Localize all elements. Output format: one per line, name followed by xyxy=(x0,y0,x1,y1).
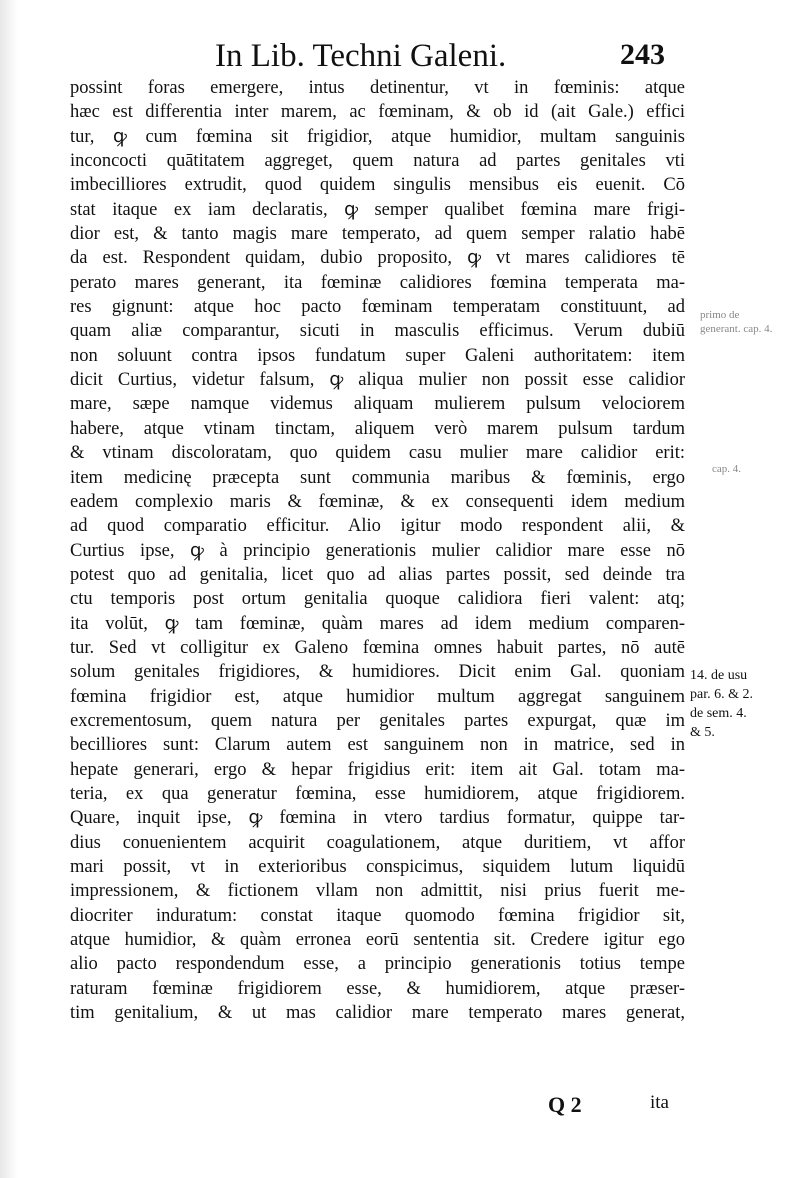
text-line: hepate generari, ergo & hepar frigidius erit: item ait Gal. totam ma- xyxy=(70,759,685,780)
catchword: ita xyxy=(650,1092,669,1113)
page-header xyxy=(0,30,800,80)
margin-note-line: par. 6. & 2. xyxy=(690,687,753,702)
text-line: dior est, & tanto magis mare temperato, ad quem semper ralatio habē xyxy=(70,224,685,245)
margin-note-text: primo de generant. cap. 4. xyxy=(700,309,773,335)
text-line: eadem complexio maris & fœminæ, & ex consequenti idem medium xyxy=(70,491,685,512)
text-line: possint foras emergere, intus detinentur, vt in fœminis: atque xyxy=(70,78,685,98)
text-line: da est. Respondent quidam, dubio proposito, ꝙ vt mares calidiores tē xyxy=(70,248,685,269)
text-line: excrementosum, quem natura per genitales partes expurgat, quæ im xyxy=(70,710,685,731)
text-line: imbecilliores extrudit, quod quidem singulis mensibus eis euenit. Cō xyxy=(70,175,685,196)
margin-note-cap xyxy=(712,462,782,476)
signature-mark: Q 2 xyxy=(548,1092,582,1117)
text-line: impressionem, & fictionem vllam non admittit, nisi prius fuerit me- xyxy=(70,881,685,902)
text-line: fœmina frigidior est, atque humidior multum aggregat sanguinem xyxy=(70,686,685,707)
text-line: solum genitales frigidiores, & humidiores. Dicit enim Gal. quoniam xyxy=(70,662,685,683)
text-line: tur. Sed vt colligitur ex Galeno fœmina omnes habuit partes, nō autē xyxy=(70,637,685,658)
text-line: mare, sæpe namque videmus aliquam mulierem pulsum velociorem xyxy=(70,394,685,415)
margin-note-de-usu-partium xyxy=(690,666,795,742)
text-line: stat itaque ex iam declaratis, ꝙ semper qualibet fœmina mare frigi- xyxy=(70,199,685,220)
text-line: potest quo ad genitalia, licet quo ad alias partes possit, sed deinde tra xyxy=(70,564,685,585)
text-line: & vtinam discoloratam, quo quidem casu mulier mare calidior erit: xyxy=(70,443,685,464)
margin-note-text: cap. 4. xyxy=(712,463,742,475)
text-line: tim genitalium, & ut mas calidior mare temperato mares generat, xyxy=(70,1003,685,1024)
running-title: In Lib. Techni Galeni. xyxy=(215,38,507,74)
text-line: res gignunt: atque hoc pacto fœminam temperatam constituunt, ad xyxy=(70,297,685,318)
page-gutter-shadow xyxy=(0,0,18,1178)
text-line: non soluunt contra ipsos fundatum super Galeni authoritatem: item xyxy=(70,345,685,366)
text-line: quam aliæ comparantur, sicuti in masculis efficimus. Verum dubiū xyxy=(70,321,685,342)
text-line: ad quod comparatio efficitur. Alio igitur modo respondent alii, & xyxy=(70,516,685,537)
text-line: habere, atque vtinam tinctam, aliquem verò marem pulsum tardum xyxy=(70,418,685,439)
text-line: hæc est differentia inter marem, ac fœminam, & ob id (ait Gale.) effici xyxy=(70,102,685,123)
text-line: diocriter induratum: constat itaque quomodo fœmina frigidior sit, xyxy=(70,905,685,926)
main-text-block xyxy=(70,76,685,1025)
margin-note-line: de sem. 4. xyxy=(690,706,747,721)
text-line: inconcocti quātitatem aggreget, quem natura ad partes genitales vti xyxy=(70,151,685,172)
text-line: mari possit, vt in exterioribus conspicimus, siquidem lutum liquidū xyxy=(70,857,685,877)
text-line: dicit Curtius, videtur falsum, ꝙ aliqua mulier non possit esse calidior xyxy=(70,370,685,391)
margin-note-line: 14. de usu xyxy=(690,668,748,683)
text-line: ctu temporis post ortum genitalia quoque calidiora fieri valent: atq; xyxy=(70,589,685,610)
text-line: item medicinę præcepta sunt communia maribus & fœminis, ergo xyxy=(70,467,685,488)
text-line: ita volūt, ꝙ tam fœminæ, quàm mares ad idem medium comparen- xyxy=(70,613,685,634)
text-line: dius conuenientem acquirit coagulationem, atque duritiem, vt affor xyxy=(70,832,685,853)
margin-note-line: & 5. xyxy=(690,725,715,740)
text-line: alio pacto respondendum esse, a principio generationis totius tempe xyxy=(70,954,685,975)
page-footer xyxy=(540,1088,690,1122)
text-line: teria, ex qua generatur fœmina, esse humidiorem, atque frigidiorem. xyxy=(70,783,685,804)
text-line: perato mares generant, ita fœminæ calidiores fœmina temperata ma- xyxy=(70,272,685,293)
text-line: raturam fœminæ frigidiorem esse, & humidiorem, atque præser- xyxy=(70,978,685,999)
text-line: Curtius ipse, ꝙ à principio generationis mulier calidior mare esse nō xyxy=(70,540,685,561)
text-line: atque humidior, & quàm erronea eorū sententia sit. Credere igitur ego xyxy=(70,930,685,951)
text-line: becilliores sunt: Clarum autem est sanguinem non in matrice, sed in xyxy=(70,735,685,756)
text-line: Quare, inquit ipse, ꝙ fœmina in vtero tardius formatur, quippe tar- xyxy=(70,808,685,829)
margin-note-primo-de-generant xyxy=(700,308,780,336)
page-number: 243 xyxy=(620,38,665,71)
text-line: tur, ꝙ cum fœmina sit frigidior, atque humidior, multam sanguinis xyxy=(70,126,685,147)
